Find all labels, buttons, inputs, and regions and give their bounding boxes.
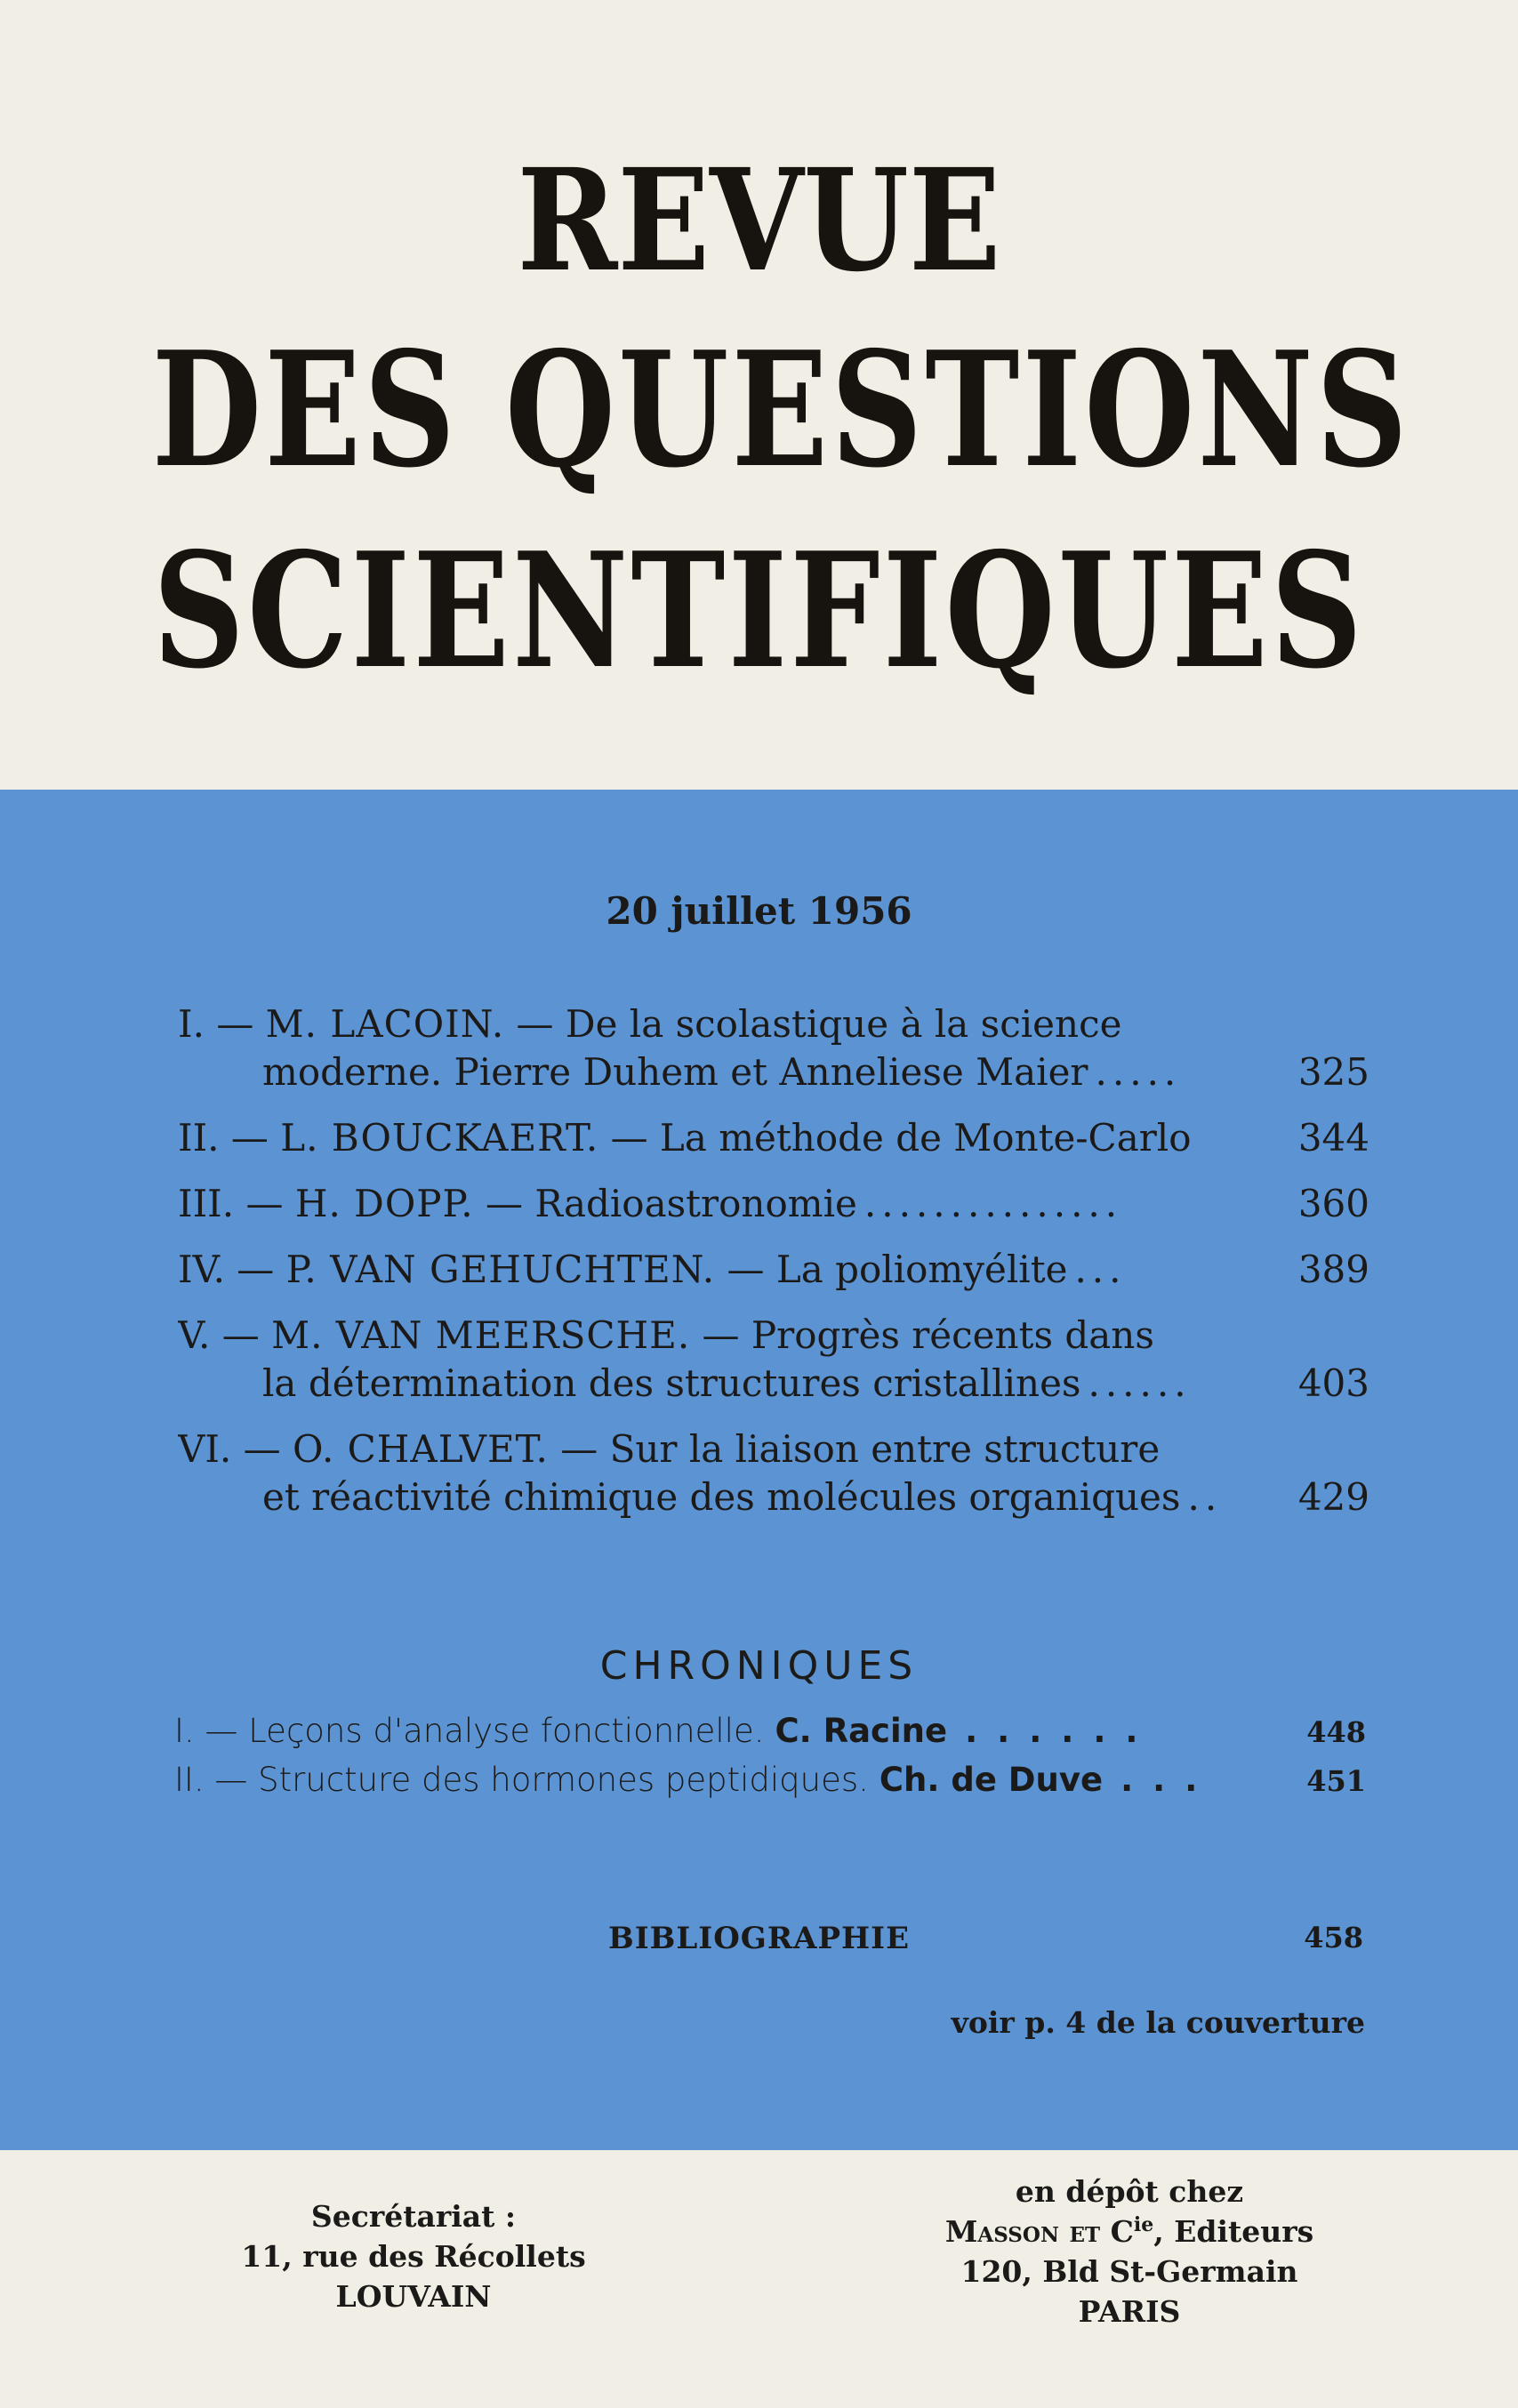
toc-title: — De la scolastique à la science <box>516 1002 1122 1046</box>
toc-leader: ...... <box>1088 1361 1192 1405</box>
toc-dash: — <box>230 1116 269 1160</box>
toc-title: — La méthode de Monte-Carlo <box>610 1116 1192 1160</box>
toc-dash: — <box>237 1248 275 1291</box>
issue-date: 20 juillet 1956 <box>606 889 912 933</box>
secretariat-label: Secrétariat : <box>310 2199 517 2234</box>
chronique-num: II. <box>174 1761 205 1799</box>
publisher-street: 120, Bld St-Germain <box>960 2254 1298 2289</box>
chronique-page: 451 <box>1306 1764 1366 1798</box>
table-of-contents <box>178 1000 1369 1539</box>
publisher-address <box>898 2171 1361 2332</box>
title-line-3: SCIENTIFIQUES <box>153 518 1365 703</box>
toc-dash: — <box>216 1002 254 1046</box>
toc-page: 389 <box>1297 1248 1369 1291</box>
chronique-leader: ... <box>1120 1761 1217 1799</box>
chronique-leader: ...... <box>965 1712 1158 1750</box>
toc-dash: — <box>243 1427 281 1471</box>
publisher-label: en dépôt chez <box>1015 2174 1244 2209</box>
toc-leader: ............... <box>863 1182 1123 1225</box>
chronique-item-1 <box>174 1707 1366 1756</box>
title-block <box>0 0 1518 790</box>
toc-author: P. VAN GEHUCHTEN. <box>285 1248 716 1291</box>
toc-leader: ... <box>1074 1248 1127 1291</box>
bibliographie-row <box>0 1921 1518 1965</box>
cover-note: voir p. 4 de la couverture <box>951 2005 1365 2040</box>
toc-leader: .. <box>1187 1475 1223 1519</box>
secretariat-address <box>205 2196 622 2316</box>
toc-entry-6 <box>178 1425 1369 1521</box>
toc-page: 344 <box>1297 1116 1369 1160</box>
toc-page: 325 <box>1297 1050 1369 1094</box>
secretariat-city: LOUVAIN <box>335 2279 492 2314</box>
toc-title-cont: moderne. Pierre Duhem et Anneliese Maier <box>262 1050 1088 1094</box>
toc-author: H. DOPP. <box>294 1182 474 1225</box>
publisher-city: PARIS <box>1078 2294 1181 2329</box>
toc-title-cont: la détermination des structures cristallines <box>262 1361 1081 1405</box>
chronique-author: C. Racine <box>775 1712 948 1750</box>
toc-dash: — <box>245 1182 284 1225</box>
toc-page: 360 <box>1297 1182 1369 1225</box>
toc-author: M. VAN MEERSCHE. <box>271 1313 691 1357</box>
secretariat-street: 11, rue des Récollets <box>241 2239 586 2274</box>
chronique-page: 448 <box>1306 1715 1366 1749</box>
chronique-title: — Leçons d'analyse fonctionnelle. <box>205 1712 765 1750</box>
toc-title: — Radioastronomie <box>486 1182 857 1225</box>
chroniques-list <box>174 1707 1366 1805</box>
title-line-1: REVUE <box>517 139 1001 303</box>
toc-author: L. BOUCKAERT. <box>280 1116 599 1160</box>
toc-entry-1 <box>178 1000 1369 1096</box>
toc-entry-3 <box>178 1180 1369 1228</box>
chronique-title: — Structure des hormones peptidiques. <box>214 1761 869 1799</box>
toc-num: II. <box>178 1116 220 1160</box>
toc-num: III. <box>178 1182 235 1225</box>
toc-entry-2 <box>178 1114 1369 1162</box>
toc-title: — Sur la liaison entre structure <box>560 1427 1161 1471</box>
toc-title: — Progrès récents dans <box>702 1313 1154 1357</box>
toc-num: IV. <box>178 1248 225 1291</box>
toc-author: O. CHALVET. <box>293 1427 549 1471</box>
toc-dash: — <box>221 1313 260 1357</box>
toc-page: 429 <box>1297 1475 1369 1519</box>
publisher-name: Masson et $C^{ie}$, Editeurs <box>944 2213 1314 2249</box>
toc-num: VI. <box>178 1427 232 1471</box>
toc-entry-5 <box>178 1312 1369 1408</box>
bibliographie-page: 458 <box>1304 1921 1363 1954</box>
toc-title-cont: et réactivité chimique des molécules organiques <box>262 1475 1181 1519</box>
toc-num: V. <box>178 1313 211 1357</box>
chronique-item-2 <box>174 1756 1366 1805</box>
toc-page: 403 <box>1297 1361 1369 1405</box>
toc-num: I. <box>178 1002 205 1046</box>
title-line-2: DES QUESTIONS <box>151 317 1410 502</box>
chronique-author: Ch. de Duve <box>879 1761 1104 1799</box>
toc-leader: ..... <box>1095 1050 1182 1094</box>
chroniques-heading: CHRONIQUES <box>599 1643 919 1689</box>
chronique-num: I. <box>174 1712 195 1750</box>
toc-title: — La poliomyélite <box>727 1248 1068 1291</box>
toc-entry-4 <box>178 1246 1369 1294</box>
bibliographie-label: BIBLIOGRAPHIE <box>608 1921 910 1956</box>
toc-author: M. LACOIN. <box>265 1002 505 1046</box>
